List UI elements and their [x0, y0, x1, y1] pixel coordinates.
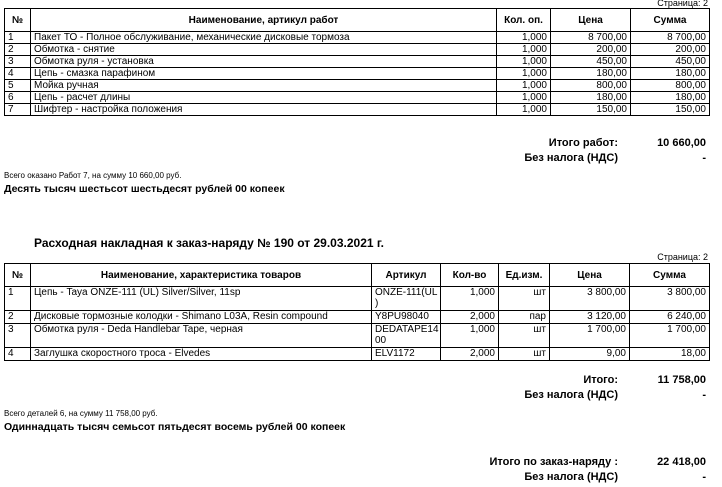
row-name: Пакет ТО - Полное обслуживание, механические дисковые тормоза	[31, 32, 497, 44]
row-name: Обмотка руля - установка	[31, 56, 497, 68]
row-name: Обмотка руля - Deda Handlebar Tape, черная	[31, 324, 372, 348]
row-unit: шт	[499, 324, 550, 348]
col-qty: Кол. оп.	[497, 9, 551, 32]
row-price: 180,00	[551, 92, 631, 104]
row-num: 2	[5, 311, 31, 324]
row-name: Цепь - смазка парафином	[31, 68, 497, 80]
order-tax-label: Без налога (НДС)	[524, 471, 618, 483]
works-amount-in-words: Десять тысяч шестьсот шестьдесят рублей 00 копеек	[4, 183, 285, 195]
goods-amount-in-words: Одиннадцать тысяч семьсот пятьдесят восемь рублей 00 копеек	[4, 421, 346, 433]
row-sum: 6 240,00	[630, 311, 710, 324]
order-total-value: 22 418,00	[657, 456, 706, 468]
row-name: Заглушка скоростного троса - Elvedes	[31, 348, 372, 361]
row-sum: 450,00	[631, 56, 710, 68]
row-price: 1 700,00	[550, 324, 630, 348]
row-price: 150,00	[551, 104, 631, 116]
article-line-2: 00	[375, 335, 387, 346]
page-number-works: Страница: 2	[657, 0, 708, 8]
goods-header-row	[5, 264, 710, 287]
row-article	[372, 311, 441, 324]
works-note: Всего оказано Работ 7, на сумму 10 660,00 руб.	[4, 171, 182, 180]
row-price: 180,00	[551, 68, 631, 80]
table-row	[5, 92, 710, 104]
row-sum: 180,00	[631, 68, 710, 80]
table-row	[5, 32, 710, 44]
row-sum: 8 700,00	[631, 32, 710, 44]
col-article: Артикул	[372, 264, 441, 287]
table-row	[5, 348, 710, 361]
row-sum: 18,00	[630, 348, 710, 361]
row-price: 450,00	[551, 56, 631, 68]
col-sum: Сумма	[630, 264, 710, 287]
col-name: Наименование, характеристика товаров	[31, 264, 372, 287]
row-num: 4	[5, 68, 31, 80]
table-row	[5, 56, 710, 68]
row-qty: 1,000	[497, 32, 551, 44]
goods-tax-value: -	[702, 389, 706, 401]
row-name: Цепь - расчет длины	[31, 92, 497, 104]
row-num: 3	[5, 324, 31, 348]
works-header-row	[5, 9, 710, 32]
article-line-2: )	[375, 298, 379, 309]
goods-total-label: Итого:	[583, 374, 618, 386]
row-qty: 1,000	[441, 324, 499, 348]
row-sum: 800,00	[631, 80, 710, 92]
row-article	[372, 287, 441, 311]
goods-tax-label: Без налога (НДС)	[524, 389, 618, 401]
table-row	[5, 287, 710, 311]
row-price: 200,00	[551, 44, 631, 56]
row-price: 3 120,00	[550, 311, 630, 324]
row-name: Шифтер - настройка положения	[31, 104, 497, 116]
row-num: 7	[5, 104, 31, 116]
goods-note: Всего деталей 6, на сумму 11 758,00 руб.	[4, 409, 158, 418]
row-article	[372, 348, 441, 361]
row-num: 4	[5, 348, 31, 361]
row-qty: 1,000	[497, 44, 551, 56]
row-price: 800,00	[551, 80, 631, 92]
row-num: 1	[5, 287, 31, 311]
page-number-goods: Страница: 2	[657, 252, 708, 262]
row-num: 1	[5, 32, 31, 44]
row-price: 9,00	[550, 348, 630, 361]
row-unit: шт	[499, 348, 550, 361]
table-row	[5, 311, 710, 324]
row-price: 8 700,00	[551, 32, 631, 44]
col-num: №	[5, 9, 31, 32]
article-line-1: Y8PU98040	[375, 311, 429, 322]
table-row	[5, 44, 710, 56]
order-total-label: Итого по заказ-наряду :	[489, 456, 618, 468]
row-qty: 1,000	[497, 104, 551, 116]
row-price: 3 800,00	[550, 287, 630, 311]
row-sum: 180,00	[631, 92, 710, 104]
table-row	[5, 68, 710, 80]
row-unit: шт	[499, 287, 550, 311]
col-sum: Сумма	[631, 9, 710, 32]
col-price: Цена	[550, 264, 630, 287]
goods-total-value: 11 758,00	[657, 374, 706, 386]
goods-table	[4, 263, 710, 361]
row-article	[372, 324, 441, 348]
row-num: 3	[5, 56, 31, 68]
row-num: 2	[5, 44, 31, 56]
works-table	[4, 8, 710, 116]
row-qty: 1,000	[497, 80, 551, 92]
row-name: Дисковые тормозные колодки - Shimano L03A, Resin compound	[31, 311, 372, 324]
row-qty: 1,000	[497, 68, 551, 80]
row-name: Мойка ручная	[31, 80, 497, 92]
col-price: Цена	[551, 9, 631, 32]
row-sum: 200,00	[631, 44, 710, 56]
row-qty: 2,000	[441, 348, 499, 361]
col-name: Наименование, артикул работ	[31, 9, 497, 32]
row-sum: 1 700,00	[630, 324, 710, 348]
works-tax-label: Без налога (НДС)	[524, 152, 618, 164]
row-sum: 150,00	[631, 104, 710, 116]
table-row	[5, 104, 710, 116]
row-qty: 1,000	[497, 56, 551, 68]
row-num: 5	[5, 80, 31, 92]
row-unit: пар	[499, 311, 550, 324]
col-qty: Кол-во	[441, 264, 499, 287]
row-sum: 3 800,00	[630, 287, 710, 311]
article-line-1: ELV1172	[375, 348, 415, 359]
row-qty: 1,000	[441, 287, 499, 311]
works-total-value: 10 660,00	[657, 137, 706, 149]
row-name: Цепь - Taya ONZE-111 (UL) Silver/Silver, 11sp	[31, 287, 372, 311]
row-num: 6	[5, 92, 31, 104]
row-qty: 2,000	[441, 311, 499, 324]
row-name: Обмотка - снятие	[31, 44, 497, 56]
order-tax-value: -	[702, 471, 706, 483]
table-row	[5, 80, 710, 92]
table-row	[5, 324, 710, 348]
col-num: №	[5, 264, 31, 287]
works-tax-value: -	[702, 152, 706, 164]
col-unit: Ед.изм.	[499, 264, 550, 287]
row-qty: 1,000	[497, 92, 551, 104]
works-total-label: Итого работ:	[548, 137, 618, 149]
article-line-1: ONZE-111(UL	[375, 287, 438, 298]
article-line-1: DEDATAPE14	[375, 324, 439, 335]
goods-heading: Расходная накладная к заказ-наряду № 190 от 29.03.2021 г.	[34, 236, 385, 250]
